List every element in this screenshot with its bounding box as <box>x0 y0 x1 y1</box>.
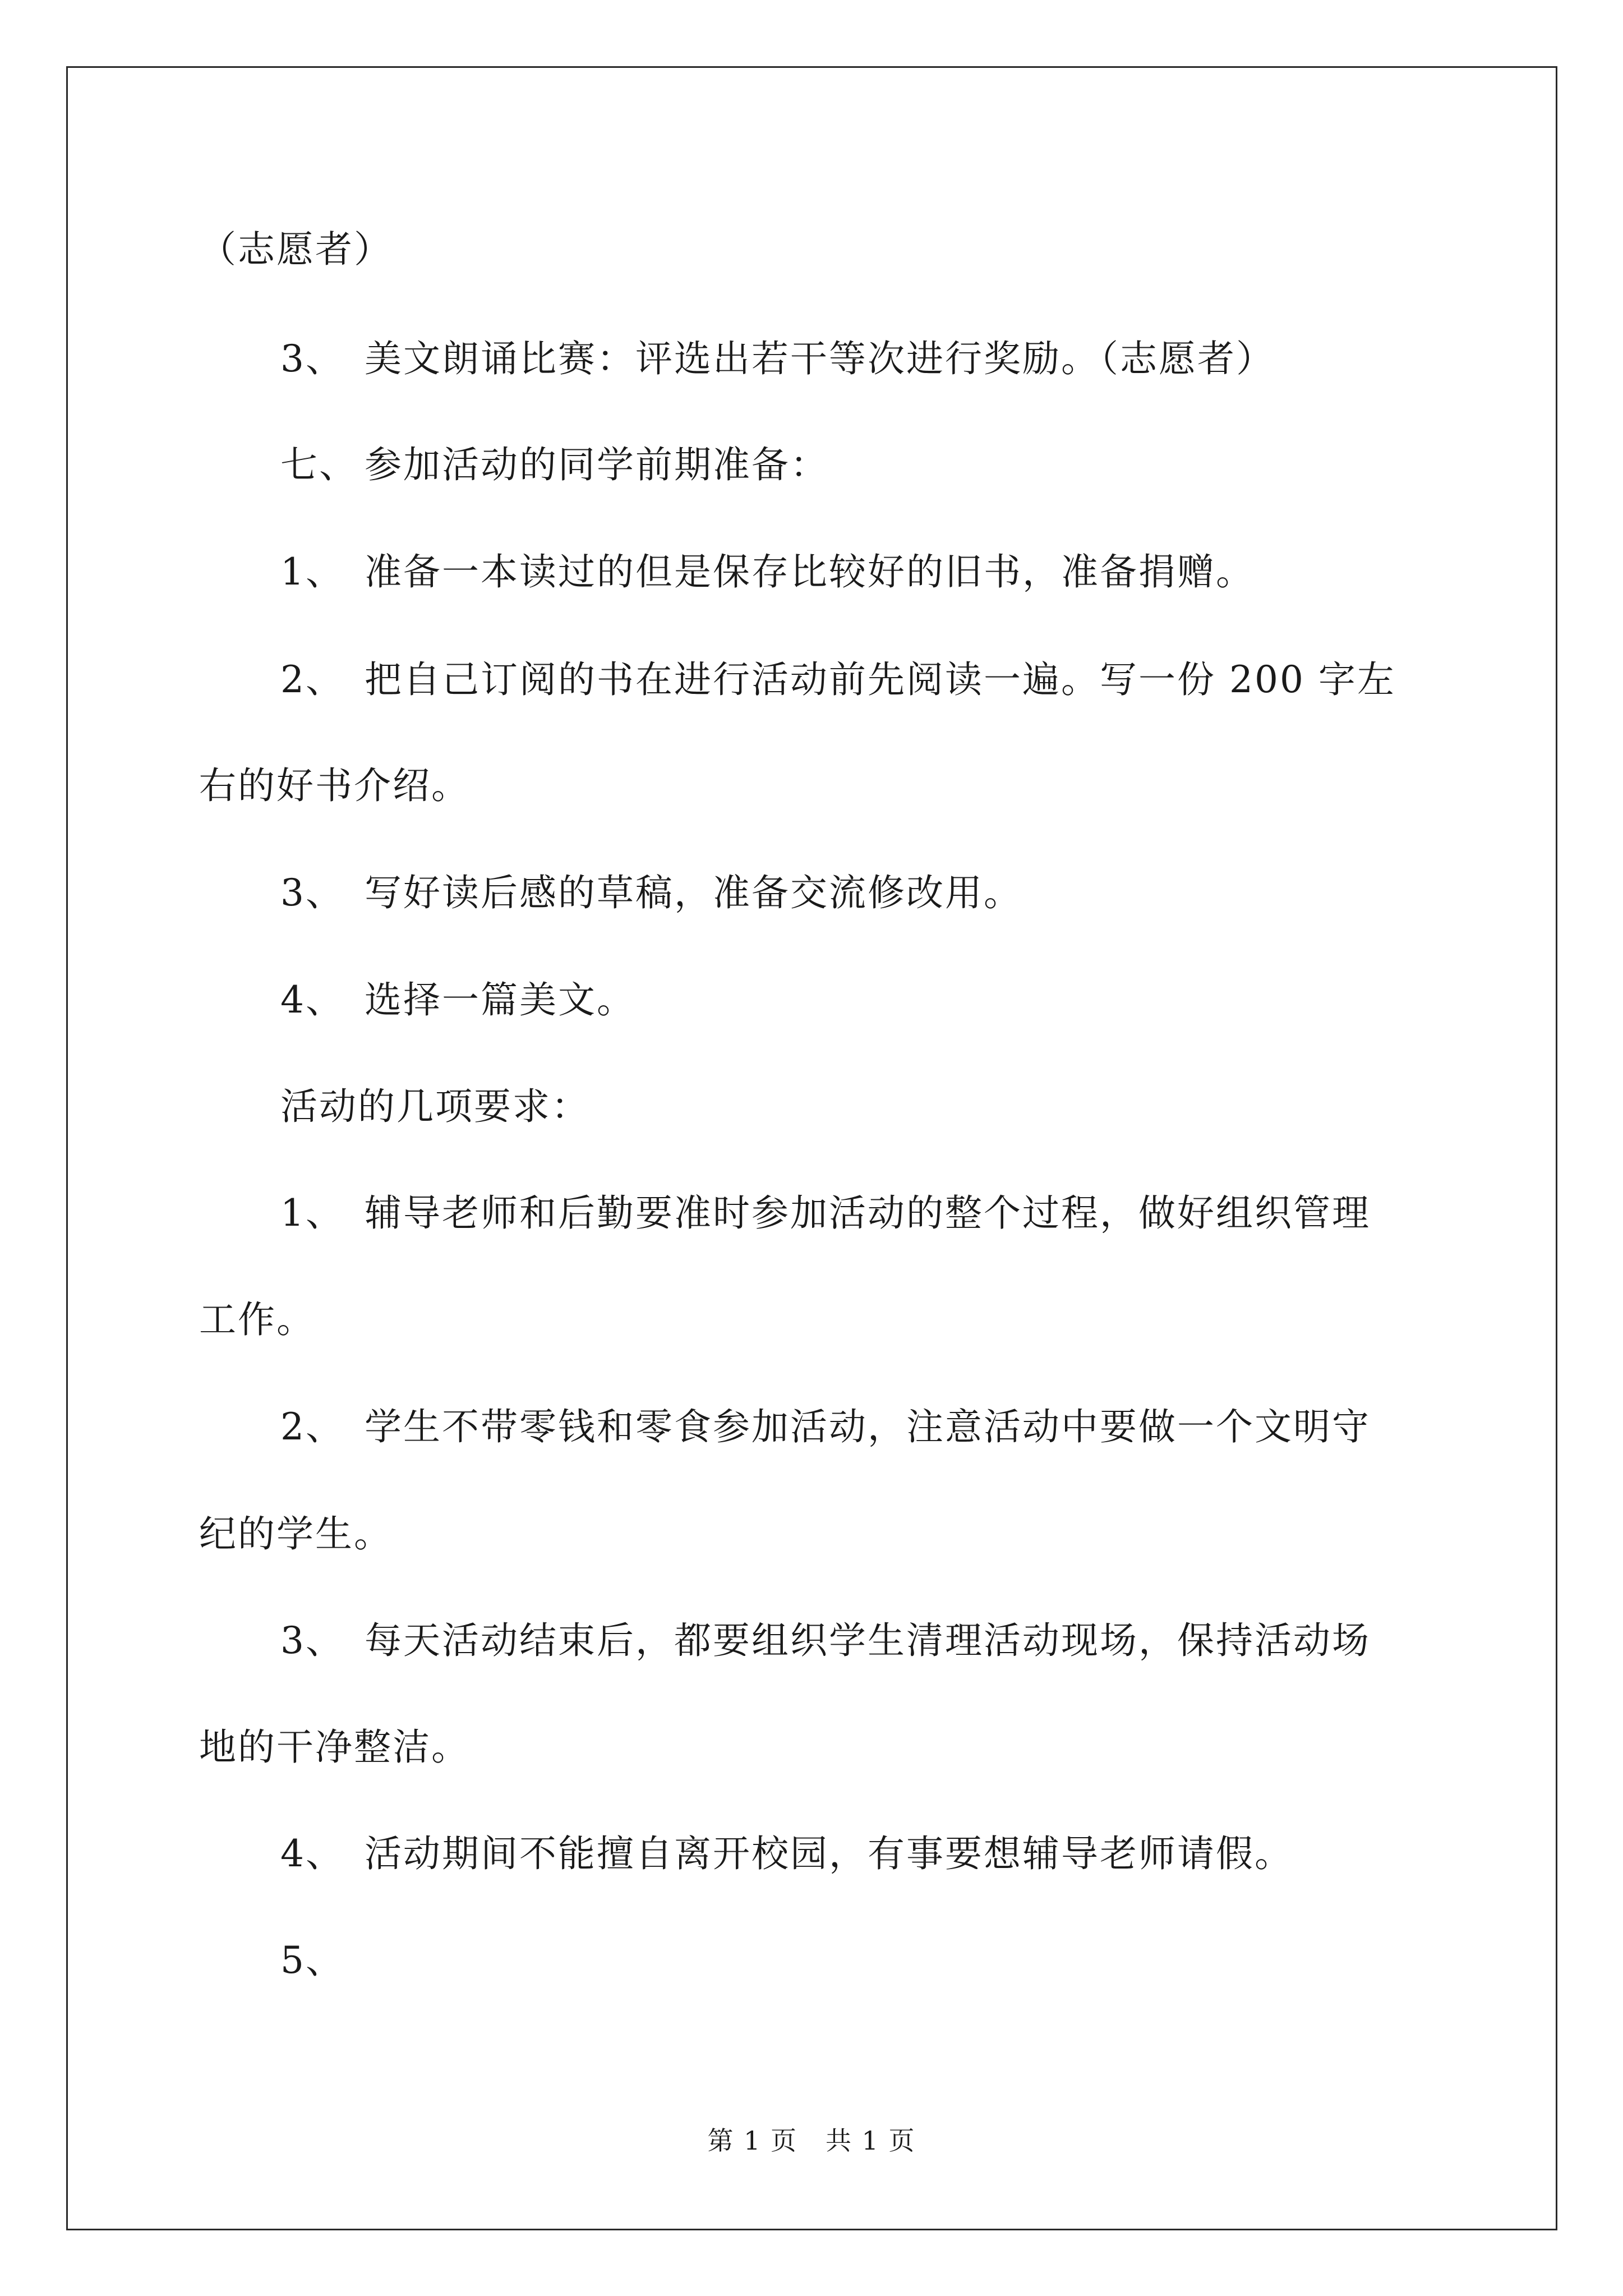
line-text: 把自己订阅的书在进行活动前先阅读一遍。写一份 200 字左 <box>365 658 1396 701</box>
line-text: 每天活动结束后，都要组织学生清理活动现场，保持活动场 <box>365 1619 1371 1662</box>
line-text: 参加活动的同学前期准备： <box>365 443 829 486</box>
line-text: 活动期间不能擅自离开校园，有事要想辅导老师请假。 <box>365 1832 1293 1875</box>
list-number: 3、 <box>280 1619 344 1662</box>
list-number: 4、 <box>280 978 344 1022</box>
list-item <box>280 1618 1514 1663</box>
line-text: 工作。 <box>199 1298 315 1341</box>
list-number: 2、 <box>280 1405 344 1448</box>
line-text: 学生不带零钱和零食参加活动，注意活动中要做一个文明守 <box>365 1405 1371 1448</box>
list-item <box>280 978 1514 1023</box>
list-item <box>280 1191 1514 1236</box>
list-item <box>280 657 1514 702</box>
list-number: 3、 <box>280 337 344 380</box>
list-item <box>280 337 1514 381</box>
page-border <box>66 66 1557 2230</box>
line-text: 准备一本读过的但是保存比较好的旧书，准备捐赠。 <box>365 550 1255 593</box>
text-line <box>199 227 1433 272</box>
line-text: 美文朗诵比赛：评选出若干等次进行奖励。（志愿者） <box>365 337 1275 380</box>
section-number: 七、 <box>280 443 358 486</box>
section-heading <box>280 443 1514 487</box>
page-footer <box>0 2125 1623 2156</box>
list-item <box>280 871 1514 915</box>
text-line <box>199 1512 1433 1557</box>
text-line <box>199 763 1433 808</box>
list-item <box>280 550 1514 595</box>
line-text: 写好读后感的草稿，准备交流修改用。 <box>365 871 1022 914</box>
list-number: 3、 <box>280 871 344 914</box>
list-number: 2、 <box>280 658 344 701</box>
line-text: 选择一篇美文。 <box>365 978 635 1022</box>
section-heading <box>280 1084 1514 1129</box>
list-item <box>280 1938 1514 1983</box>
page-number: 第 1 页 <box>707 2125 797 2156</box>
list-number: 1、 <box>280 550 344 593</box>
line-text: 活动的几项要求： <box>280 1085 590 1128</box>
text-line <box>199 1725 1433 1770</box>
text-line <box>199 1297 1433 1342</box>
list-item <box>280 1832 1514 1876</box>
line-text: （志愿者） <box>199 228 393 271</box>
line-text: 右的好书介绍。 <box>199 764 470 807</box>
line-text: 纪的学生。 <box>199 1512 393 1556</box>
page-total: 共 1 页 <box>826 2125 916 2156</box>
list-number: 4、 <box>280 1832 344 1875</box>
list-number: 1、 <box>280 1191 344 1235</box>
list-item <box>280 1405 1514 1450</box>
line-text: 地的干净整洁。 <box>199 1726 470 1769</box>
list-number: 5、 <box>280 1939 344 1982</box>
line-text: 辅导老师和后勤要准时参加活动的整个过程，做好组织管理 <box>365 1191 1371 1235</box>
